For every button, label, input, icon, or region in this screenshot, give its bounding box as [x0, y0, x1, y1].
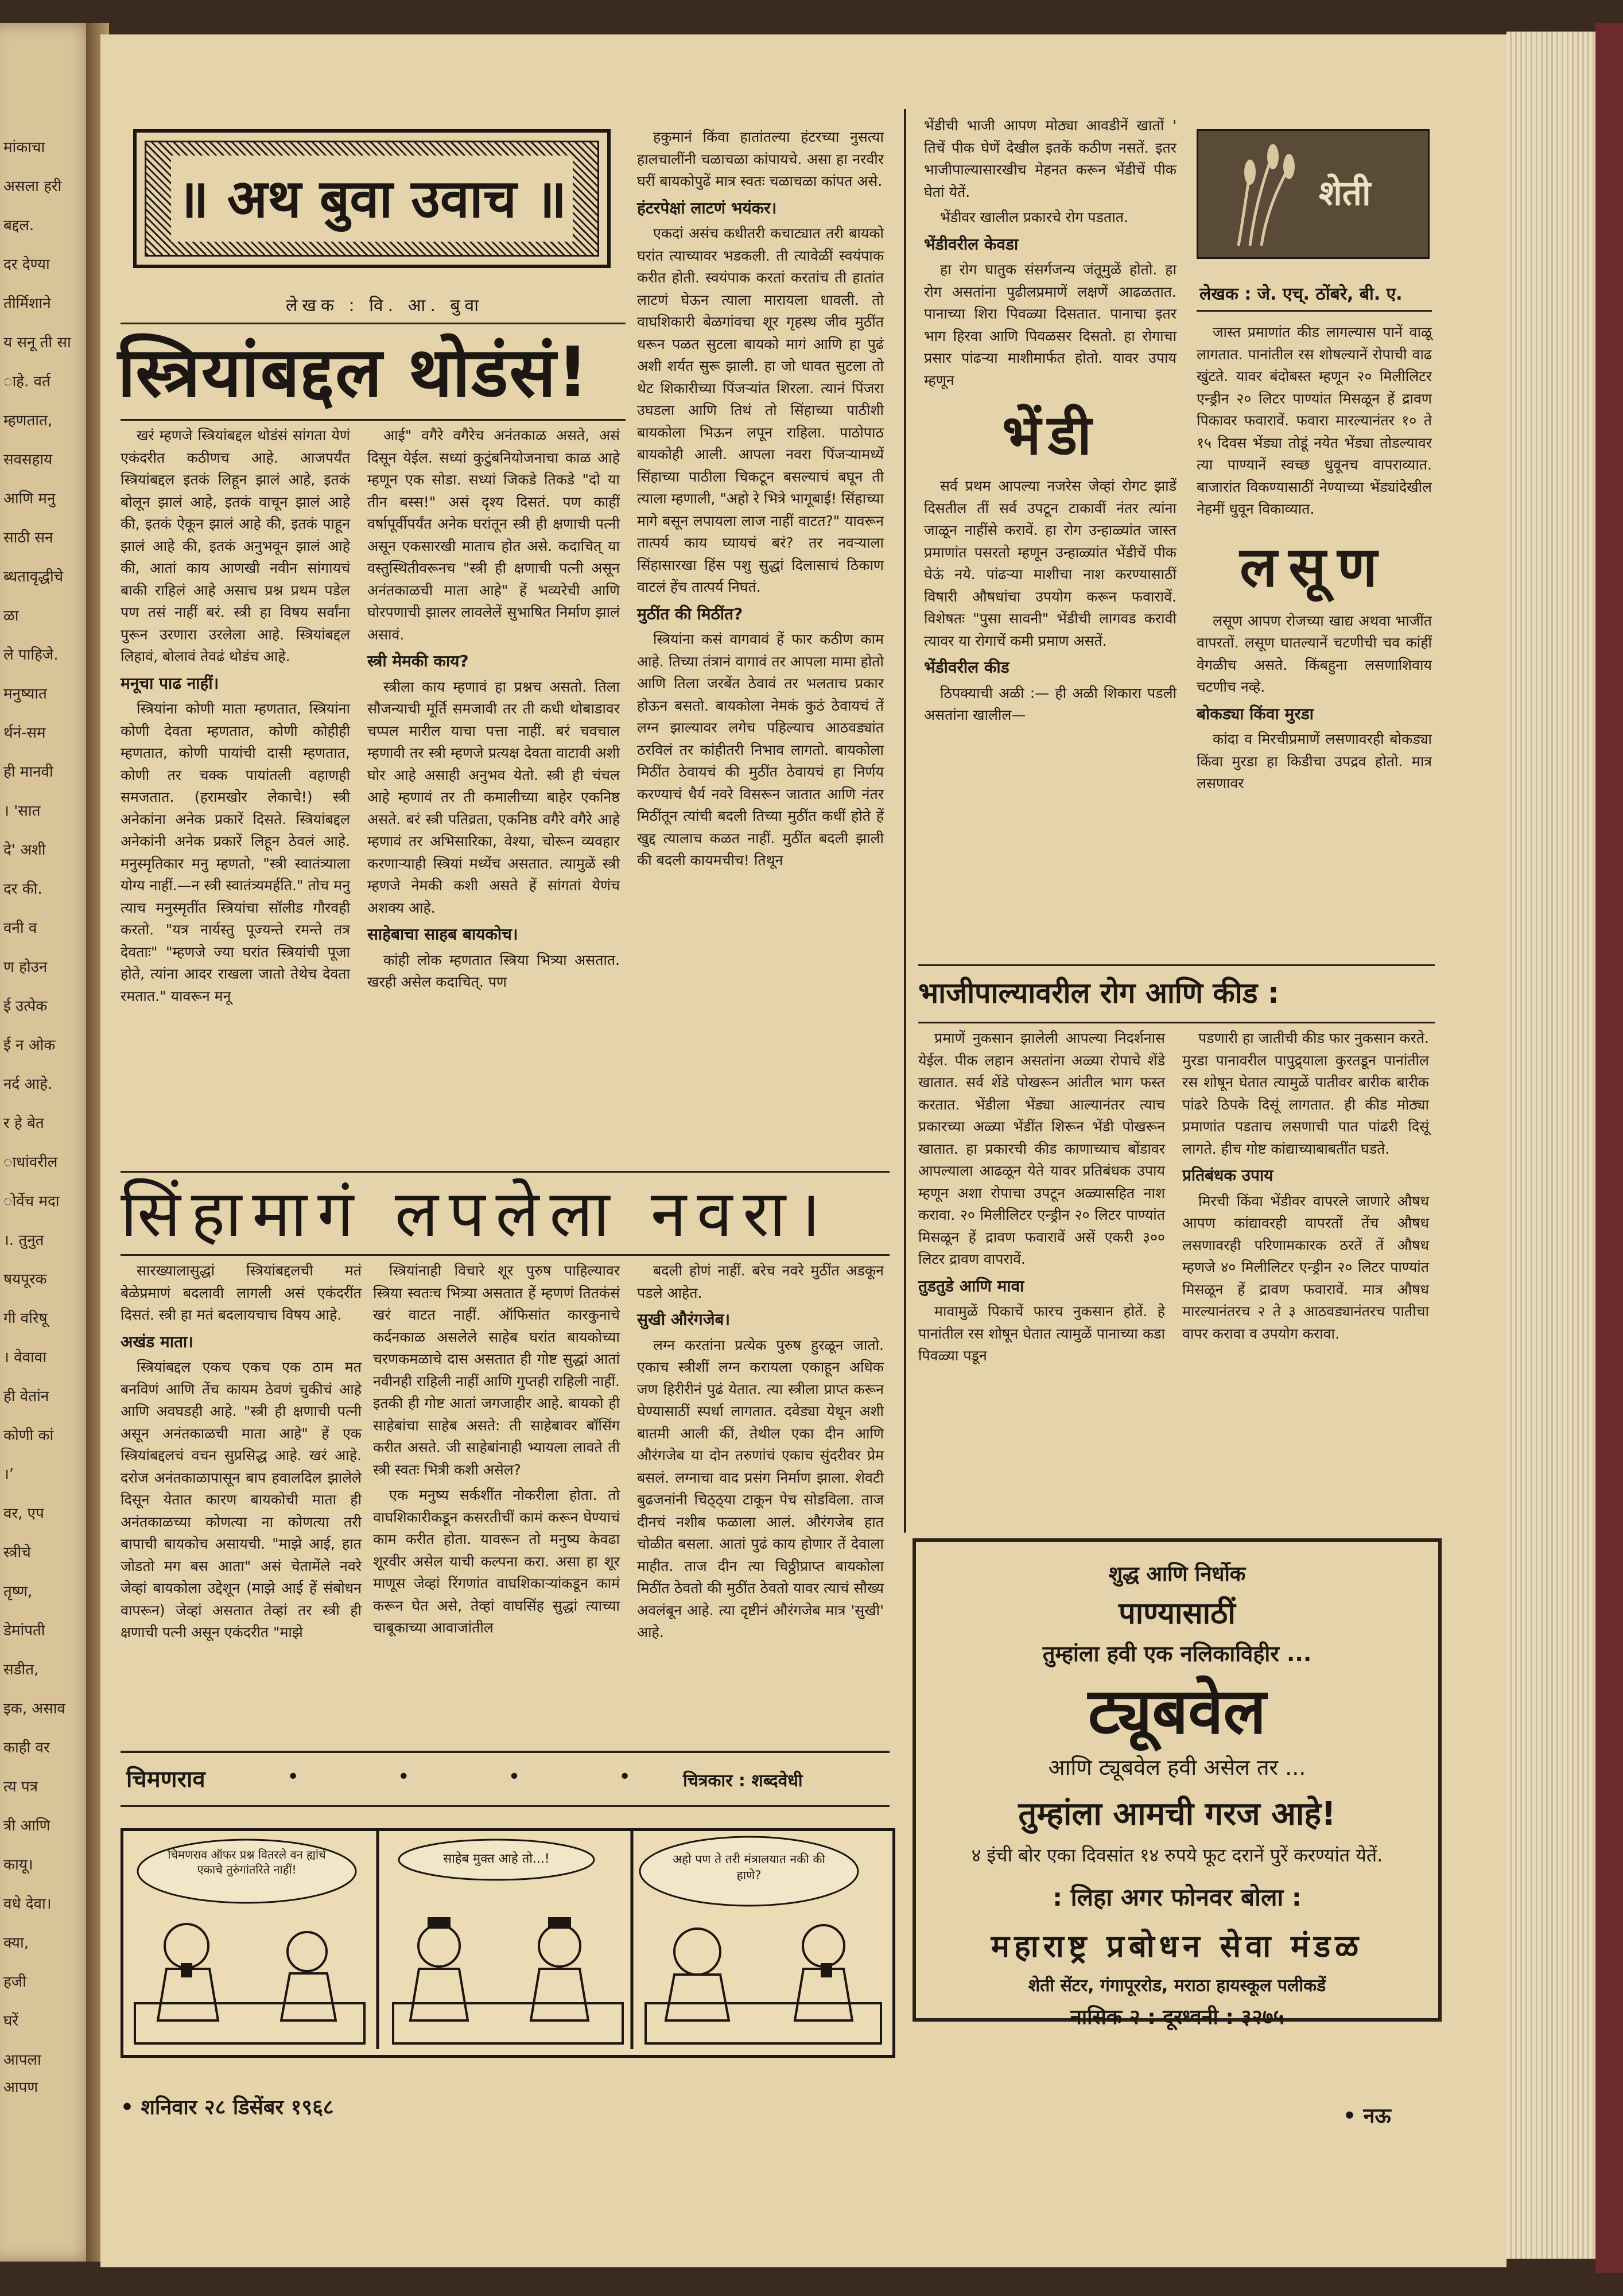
cartoon-bubble-1: चिमणराव ऑफर प्रश्न वितरले वन ह्यांचे एकाचे तुरुंगांतरिते नाहीं! — [168, 1848, 326, 1876]
left-page-fragment: आपण — [3, 2079, 38, 2096]
left-page-fragment: दर की. — [3, 881, 42, 898]
lasun-title: लसूण — [1240, 534, 1389, 599]
left-page-fragment: ाहे. वर्त — [3, 373, 51, 390]
subheading: प्रतिबंधक उपाय — [1182, 1166, 1273, 1185]
paragraph: एकदां असंच कधीतरी कचाट्यात तरी बायको घरांत त्याच्यावर भडकली. ती त्यावेळीं स्वयंपाक करीत होती. स्वयंपाक करतां करतांच ती हातांत लाटणं घेऊन त्याला मारायला धावली. तो वाघशिकारी बेळगांवचा शूर गृहस्थ जीव मुठींत धरून पळत सुटला बायको मागं आणि हा पुढं अशी शर्यत सुरू झाली. हा जो धावत सुटला तो थेट शिकारीच्या पिंजऱ्यांत शिरला. त्यानं पिंजरा उघडला आणि तिथं तो सिंहाच्या पाठीशी बायकोला भिऊन लपून राहिला. पाठोपाठ बायकोही आली. आपला नवरा पिंजऱ्यामध्यें सिंहाच्या पाठीला चिकटून बसल्याचं बघून ती त्याला म्हणाली, "अहो रे भित्रे भागूबाई! सिंहाच्या मागे बसून लपायला लाज नाहीं वाटत?" यावरून तात्पर्य काय घ्यायचं बरं? तर नवऱ्याला सिंहासारखा हिंस पशु सुद्धां दिलासाचं ठिकाण वाटलं हेंच तात्पर्य निघतं. — [637, 225, 884, 595]
subheading: स्त्री मेमकी काय? — [367, 651, 469, 670]
left-page-fragment: दे' अशी — [3, 841, 46, 859]
left-page-fragment: ई उत्पेक — [3, 998, 48, 1015]
left-page-fragment: बद्दल. — [3, 217, 34, 234]
paragraph: प्रमाणें नुकसान झालेली आपल्या निदर्शनास येईल. पीक लहान असतांना अळ्या रोपाचे शेंडे खातात. सर्व शेंडे पोखरून आंतील भाग फस्त करतात. भेंडीला भेंड्या आल्यानंतर त्याच प्रकारच्या अळ्या भेंडींत शिरून भेंडी पोखरून खातात. हा प्रकारची कीड काणाच्याच बोंडावर आपल्याला आढळून येते यावर प्रतिबंधक उपाय म्हणून अशा रोपाचा उपटून अळ्यासहित नाश करावा. २० मिलीलिटर एन्ड्रीन २० लिटर पाण्यांत मिसळून हें द्रावण फवारावें असें एकरी ३०० लिटर द्रावण वापरावें. — [918, 1030, 1165, 1267]
left-page-fragment: डेमांपती — [3, 1622, 45, 1639]
left-page-fragment: र्थनं-सम — [3, 724, 46, 742]
subheading: बोकड्या किंवा मुरडा — [1197, 704, 1314, 723]
bullet: • — [121, 2096, 141, 2119]
left-page-fragment: ण होउन — [3, 959, 48, 976]
paragraph: मिरची किंवा भेंडीवर वापरले जाणारे औषध आपण कांद्यावरही वापरतों तेंच औषध लसणावरही परिणामकारक ठरतें तें औषध म्हणजे ४० मिलीलिटर एन्ड्रीन २० लिटर पाण्यांत मिसळून हें द्रावण फवारावें. मात्र औषध मारल्यानंतरच २ ते ३ आठवड्यानंतरच पातीचा वापर करावा व उपयोग करावा. — [1182, 1192, 1429, 1342]
paragraph: स्त्रियांनाही विचारे शूर पुरुष पाहिल्यावर स्त्रिया स्वतःच भित्र्या असतात हें म्हणणं तितकंसं खरं वाटत नाहीं. ऑफिसांत कारकुनाचे कर्दनकाळ असलेले साहेब घरांत बायकोच्या चरणकमळाचे दास असतात ही गोष्ट सुद्धां आतां नवीनही राहिली नाहीं आणि गुप्तही राहिली नाहीं. इतकी ही गोष्ट आतां जगजाहीर आहे. बायको ही साहेबांचा साहेब असते: ती साहेबावर बॉसिंग करीत असते. जी साहेबांनाही भ्यायला लावते ती स्त्री स्वतः भित्री कशी असेल? — [373, 1262, 620, 1478]
left-page-fragment: त्य पत्र — [3, 1778, 38, 1795]
ad-line-10: शेती सेंटर, गंगापूररोड, मराठा हायस्कूल पलीकडें — [1028, 1976, 1326, 1996]
subheading: हंटरपेक्षां लाटणं भयंकर। — [637, 198, 777, 218]
paragraph: स्त्रियांबद्दल एकच एकच एक ठाम मत बनविणं आणि तेंच कायम ठेवणं चुकीचं आहे आणि अवघडही आहे. "स्त्री ही क्षणाची पत्नी असून अनंतकाळची माता आहे" हें एक स्त्रियांबद्दलचं वचन सुप्रसिद्ध आहे. खरं आहे. दरोज अनंतकाळापासून बाप हवालदिल झालेले दिसून येतात कारण बायकोची माता ही अनंतकाळच्या कोणत्या ना कोणत्या तरी बापाची बायकोच असायची. "माझे आई, हात जोडतो मग बस आता" असं चेतामेंले नवरे जेव्हां बायकोला उद्देशून (माझे आई हें संबोधन वापरून) जेव्हां असतात तेव्हां तर स्त्री ही क्षणाची पत्नी असून एकंदरीत "माझे — [121, 1359, 362, 1640]
paragraph: लग्न करतांना प्रत्येक पुरुष हुरळून जातो. एकाच स्त्रीशीं लग्न करायला एकाहून अधिक जण हिरीरीनं पुढं येतात. त्या स्त्रीला प्राप्त करून घेण्यासाठीं स्पर्धा लागतात. दवेड्या येथून अशी बातमी आली कीं, तेथील एका दीन आणि औरंगजेब या दोन तरुणांचं एकाच सुंदरीवर प्रेम बसलं. लग्नाचा वाद प्रसंग निर्माण झाला. शेवटी बुढजनांनी चिठ्ठ्या टाकून पेच सोडविला. ताज दीनचं नशीब फळाला आलं. औरंगजेब हात चोळीत बसला. आतां पुढं काय होणार तें देवाला माहीत. ताज दीन त्या चिठ्ठीप्राप्त बायकोला मिठींत ठेवतो की मुठींत ठेवतो यावर त्याचं सौख्य अवलंबून आहे. त्या दृष्टीनं औरंगजेब मात्र 'सुखी' आहे. — [637, 1336, 884, 1640]
tubewell-advertisement — [913, 1538, 1442, 2029]
left-page-fragment: षयपूरक — [3, 1271, 47, 1288]
left-page-margin — [0, 23, 98, 2262]
paragraph: स्त्रीला काय म्हणावं हा प्रश्नच असतो. तिला सौजन्याची मूर्ति समजावी तर ती कधी थोबाडावर चप्पल मारील याचा पत्ता नाहीं. बरं चवचाल म्हणावी तर स्त्री म्हणजे प्रत्यक्ष देवता वाटावी अशी घोर आहे असाही अनुभव येतो. स्त्री ही चंचल आहे म्हणावं तर ती कमालीच्या बाहेर एकनिष्ठ असते. बरं स्त्री पतिव्रता, एकनिष्ठ वगैरे वगैरे आहे म्हणावं तर अभिसारिका, वेश्या, चोरून व्यवहार करणाऱ्याही स्त्रियां मध्येंच असतात. त्यामुळें स्त्री म्हणजे नेमकी कशी असते हें सांगतां येणंच अशक्य आहे. — [367, 678, 620, 916]
left-page-fragment: काही वर — [3, 1739, 50, 1756]
paragraph: लसूण आपण रोजच्या खाद्य अथवा भाजींत वापरतों. लसूण घातल्यानें चटणीची चव कांहीं वेगळीच असते. किंबहुना लसणाशिवाय चटणीच नव्हे. — [1197, 612, 1432, 695]
ad-line-4: ट्यूबवेल — [1088, 1674, 1267, 1748]
subheading: भेंडीवरील कीड — [924, 658, 1009, 677]
article2-column-3 — [637, 1260, 884, 1647]
subheading: अखंड माता। — [121, 1332, 193, 1351]
left-page-fragment: क्या, — [3, 1934, 29, 1952]
paragraph: हा रोग घातुक संसर्गजन्य जंतूमुळें होतो. हा रोग असतांना पुढीलप्रमाणें लक्षणें आढळतात. पानाच्या शिरा पिवळ्या दिसतात. पानाचा इतर भाग हिरवा आणि पिवळसर दिसतो. हा रोगाचा प्रसार पांढऱ्या माशीमार्फत होतो. यावर उपाय म्हणून — [924, 261, 1177, 389]
article2-column-2 — [373, 1260, 620, 1643]
page-edges — [1506, 32, 1598, 2259]
subheading: मनूचा पाढ नाहीं। — [121, 673, 219, 693]
left-page-fragment: वर, एप — [3, 1505, 44, 1522]
left-page-fragment: सवसहाय — [3, 451, 53, 468]
paragraph: एक मनुष्य सर्कशींत नोकरीला होता. तो वाघशिकारीकडून कसरतीचीं कामं करून घेण्याचं काम करीत होता. यावरून तो मनुष्य केवढा शूरवीर असेल याची कल्पना करा. असा हा शूर माणूस जेव्हां रिंगणांत वाघशिकाऱ्यांकडून कामं करून घेत असे, तेव्हां वाघसिंह सुद्धां त्याच्या चाबूकाच्या आवाजांतील — [373, 1487, 620, 1636]
left-page-fragment: नर्द आहे. — [3, 1076, 53, 1093]
left-page-fragment: ई न ओक — [3, 1037, 56, 1054]
paragraph: कांदा व मिरचीप्रमाणें लसणावरही बोकड्या किंवा मुरडा हा किडीचा उपद्रव होतो. मात्र लसणावर — [1197, 731, 1432, 792]
article1-column-3 — [637, 126, 884, 875]
farming-column-1 — [924, 115, 1177, 730]
left-page-fragment: ळा — [3, 607, 19, 625]
paragraph: कांही लोक म्हणतात स्त्रिया भित्र्या असतात. खरही असेल कदाचित्. पण — [367, 951, 620, 990]
article2-headline: सिंहामागं लपलेला नवरा। — [121, 1177, 831, 1251]
ad-line-11: नासिक २ : दूरध्वनी : ३२७५ — [1070, 2006, 1284, 2029]
wheat-icon — [1198, 131, 1424, 254]
left-page-fragment: ही मानवी — [3, 763, 53, 781]
left-page-fragment: ोर्वेच मदा — [3, 1193, 60, 1210]
left-page-fragment: ही वेतांन — [3, 1388, 49, 1405]
footer-page-number — [1343, 2101, 1391, 2129]
paragraph: ठिपक्याची अळी :— ही अळी शिकारा पडली असतांना खालील— — [924, 684, 1177, 723]
paragraph: हकुमानं किंवा हातांतल्या हंटरच्या नुसत्या हालचालींनी चळाचळा कांपायचे. असा हा नरवीर घरीं बायकोपुढें मात्र स्वतः चळाचळा कांपत असे. — [637, 129, 884, 189]
paragraph: भेंडीची भाजी आपण मोठ्या आवडीनें खातों ' तिचें पीक घेणें देखील इतकें कठीण नसतें. इतर भाजीपाल्यासारखीच मेहनत करून भेंडीचें पीक घेतां येतें. — [924, 117, 1177, 200]
cartoon-title: चिमणराव — [126, 1766, 205, 1793]
cartoon-bubble-2: साहेब मुक्त आहे तो...! — [443, 1852, 550, 1866]
left-page-fragment: तीर्मिशाने — [3, 295, 51, 312]
bullet: • — [1343, 2104, 1364, 2128]
ad-line-1: शुद्ध आणि निर्धोक — [1108, 1562, 1246, 1586]
paragraph: आई" वगैरे वगैरेच अनंतकाळ असते, असं दिसून येईल. सध्यां कुटुंबनियोजनाचा काळ आहे म्हणून एक सोडा. सध्यां जिकडे तिकडे "दो या तीन बस्स!" असं दृश्य दिसतं. पण काहीं वर्षापूर्वीपर्यंत अनेक घरांतून स्त्री ही क्षणाची पत्नी असून एकसारखी माताच होत असे. कदाचित् या वस्तुस्थितीवरूनच "स्त्री ही क्षणाची पत्नी असून अनंतकाळची माता आहे" हें भव्यरेची आणि घोरपणाची झालर लावलेलें सुभाषित निर्माण झालं असावं. — [367, 427, 620, 643]
paragraph: भेंडीवर खालील प्रकारचे रोग पडतात. — [940, 209, 1128, 226]
paragraph: सारख्यालासुद्धां स्त्रियांबद्दलची मतं बेळेप्रमाणं बदलावी लागली असं एकंदरींत दिसतं. स्त्री हा मतं बदलायचाच विषय आहे. — [121, 1262, 362, 1323]
column-title: ॥ अथ बुवा उवाच ॥ — [171, 156, 573, 242]
left-page-fragment: गी वरिषू — [3, 1310, 48, 1327]
footer-page-text: नऊ — [1363, 2104, 1391, 2128]
ad-line-5: आणि ट्यूबवेल हवी असेल तर ... — [1048, 1755, 1306, 1780]
left-page-fragment: ब्धतावृद्धीचे — [3, 568, 64, 585]
cartoon-bubble-3: अहो पण ते तरी मंत्रालयात नकी की हाणे? — [673, 1852, 825, 1882]
ad-line-3: तुम्हांला हवी एक नलिकाविहीर ... — [1042, 1641, 1312, 1666]
left-page-fragment: ले पाहिजे. — [3, 646, 59, 664]
ad-line-8: : लिहा अगर फोनवर बोला : — [1053, 1883, 1302, 1911]
left-page-fragment: दर देण्या — [3, 256, 50, 273]
left-page-fragment: तृष्ण, — [3, 1583, 33, 1600]
column-title-box — [133, 129, 611, 268]
left-page-fragment: त्री आणि — [3, 1817, 51, 1835]
bhendi-title: भेंडी — [1002, 403, 1098, 467]
paragraph: बदली होणं नाहीं. बरेच नवरे मुठींत अडकून पडले आहेत. — [637, 1262, 884, 1301]
book-cover-edge — [1595, 23, 1623, 2273]
left-page-fragment: वनी व — [3, 920, 37, 937]
article1-headline: स्त्रियांबद्दल थोडंसं! — [118, 333, 590, 413]
subheading: तुडतुडे आणि मावा — [918, 1276, 1024, 1296]
paragraph: खरं म्हणजे स्त्रियांबद्दल थोडंसं सांगता येणं एकंदरीत कठीणच आहे. आजपर्यंत स्त्रियांबद्दल इतकं लिहून झालं आहे, इतकं बोलून झालं आहे, इतकं वाचून झालं आहे की, इतकं ऐकून झालं आहे की, इतकं पाहून झालं आहे की, इतकं अनुभवून झालं आहे की, आतां काय आणखी नवीन सांगायचं बाकी राहिलं आहे असाच प्रश्न प्रथम पडेल पण तसं नाहीं बरं. स्त्री हा विषय सर्वांना पुरून उरणारा उरलेला आहे. स्त्रियांबद्दल लिहावं, बोलावं तेवढं थोडंच आहे. — [121, 427, 350, 665]
left-page-fragment: म्हणतात, — [3, 412, 53, 429]
ad-line-9: महाराष्ट्र प्रबोधन सेवा मंडळ — [991, 1928, 1364, 1964]
left-page-fragment: आणि मनु — [3, 490, 56, 507]
left-page-fragment: । 'सात — [3, 802, 41, 820]
left-page-fragment: र हे बेत — [3, 1115, 44, 1132]
article1-column-2 — [367, 425, 620, 997]
left-page-fragment: ाधांवरील — [3, 1154, 58, 1171]
farming-author: लेखक : जे. एच्. ठोंबरे, बी. ए. — [1199, 284, 1403, 304]
paragraph: मावामुळें पिकाचें फारच नुकसान होतें. हे पानांतील रस शोषून घेतात त्यामुळें पानाच्या कडा पिवळ्या पडून — [918, 1303, 1165, 1364]
farming-column-4 — [1182, 1027, 1429, 1348]
farming-column-3 — [918, 1027, 1165, 1371]
paragraph: सर्व प्रथम आपल्या नजरेस जेव्हां रोगट झाडें दिसतील तीं सर्व उपटून टाकावीं नंतर त्यांना जाळून नाहींसे करावें. हा रोग उन्हाळ्यांत जास्त प्रमाणांत पसरतो म्हणून उन्हाळ्यांत भेंडीचें पीक घेऊं नये. पांढऱ्या माशीचा नाश करण्यासाठीं विषारी औषधांचा उपयोग करून फवारावें. विशेषतः "पुसा सावनी" भेंडीची लागवड करावी त्यावर या रोगाचें कमी प्रमाण असतें. — [924, 478, 1177, 649]
article2-column-1 — [121, 1260, 362, 1647]
article1-column-1 — [121, 425, 350, 1011]
left-page-fragment: स्त्रीचे — [3, 1544, 31, 1561]
subheading: सुखी औरंगजेब। — [637, 1310, 731, 1329]
left-page-fragment: ।. तुनुत — [3, 1232, 44, 1249]
left-page-fragment: हजी — [3, 1973, 26, 1991]
ad-line-7: ४ इंची बोर एका दिवसांत १४ रुपये फूट दरानें पुरें करण्यांत येतें. — [971, 1844, 1383, 1866]
left-page-fragment: मनुष्यात — [3, 685, 47, 703]
farming-column-2 — [1197, 321, 1432, 798]
ad-line-6: तुम्हांला आमची गरज आहे! — [1018, 1795, 1336, 1833]
paragraph: पडणारी हा जातीची कीड फार नुकसान करते. मुरडा पानावरील पापुद्र्याला कुरतडून पानांतील रस शोषून घेतात त्यामुळें पातीवर बारीक बारीक पांढरे ठिपके दिसूं लागतात. ही कीड मोठ्या प्रमाणांत पडताच लसणाची पात पांढरी दिसूं लागते. हीच गोष्ट कांद्याच्याबाबतींत घडते. — [1182, 1030, 1429, 1157]
farming-logo — [1197, 129, 1430, 259]
ad-line-2: पाण्यासाठीं — [1119, 1596, 1236, 1631]
left-page-fragment: इक, असाव — [3, 1700, 65, 1717]
paragraph: स्त्रियांना कसं वागवावं हें फार कठीण काम आहे. तिच्या तंत्रानं वागावं तर आपला मामा होतो आणि तिला जरबेंत ठेवावं तर भलताच प्रकार होऊन बसतो. बायकोला नेमकं कुठं ठेवायचं तें लग्न झाल्यावर लगेच पहिल्याच आठवड्यांत ठरविलं तर कांहीतरी निभाव लागतो. बायकोला मिठींत ठेवायचं की मुठींत ठेवायचं हा निर्णय करण्याचं धैर्य नवरे विसरून जातात आणि नंतर मिठींतून त्यांची बदली तिच्या मुठींत कधीं होते हें खुद्द त्यालाच कळत नाहीं. मुठींत बदली झाली की बदली कायमचीच! तिथून — [637, 631, 884, 868]
left-page-fragment: कोणी कां — [3, 1427, 54, 1444]
footer-date-text: शनिवार २८ डिसेंबर १९६८ — [141, 2096, 334, 2119]
article-author: लेखक : वि. आ. बुवा — [286, 296, 483, 316]
footer-date — [121, 2092, 334, 2120]
subheading: भेंडीवरील केवडा — [924, 234, 1019, 254]
subheading: साहेबाचा साहब बायकोच। — [367, 925, 518, 944]
cartoon-dots: • • • • — [287, 1765, 677, 1789]
left-page-fragment: असला हरी — [3, 178, 62, 195]
left-page-fragment: ।’ — [3, 1466, 14, 1483]
left-page-fragment: मांकाचा — [3, 139, 45, 156]
left-page-fragment: साठी सन — [3, 529, 53, 546]
paragraph: जास्त प्रमाणांत कीड लागल्यास पानें वाळू लागतात. पानांतील रस शोषल्यानें रोपाची वाढ खुंटते. यावर बंदोबस्त म्हणून २० मिलीलिटर एन्ड्रीन २० लिटर पाण्यांत मिसळून हें द्रावण पिकावर फवारावें. फवारा मारल्यानंतर १० ते १५ दिवस भेंड्या तोडूं नयेत भेंड्या तोडल्यावर त्या पाण्यानें स्वच्छ धुवूनच वापराव्यात. बाजारांत विकण्यासाठीं नेण्याच्या भेंड्यांदेखील नेहमीं धुवून विकाव्यात. — [1197, 324, 1432, 517]
left-page-fragment: वधे देवा। — [3, 1895, 52, 1913]
left-page-fragment: घरें — [3, 2012, 19, 2030]
farming-section-title: भाजीपाल्यावरील रोग आणि कीड : — [918, 976, 1279, 1010]
left-page-fragment: कायू। — [3, 1856, 33, 1874]
left-page-fragment: य सनू ती सा — [3, 334, 71, 351]
cartoon-strip — [121, 1828, 895, 2058]
left-page-fragment: । वेवावा — [3, 1349, 46, 1366]
left-page-fragment: सडीत, — [3, 1661, 39, 1678]
farming-logo-text: शेती — [1319, 173, 1371, 214]
subheading: मुठींत की मिठींत? — [637, 604, 743, 623]
left-page-fragment: आपला — [3, 2051, 41, 2069]
paragraph: स्त्रियांना कोणी माता म्हणतात, स्त्रियांना कोणी देवता म्हणतात, कोणी कोहीही म्हणतात, कोणी पायांची दासी म्हणतात, कोणी तर चक्क पायांतली वहाणही समजतात. (हरामखोर लेकाचे!) स्त्री अनेकांना अनेक प्रकारें दिसते. स्त्रियांबद्दल अनेकांनी अनेक प्रकारें लिहून ठेवलं आहे. मनुस्मृतिकार मनु म्हणतो, "स्त्री स्वातंत्र्याला योग्य नाहीं.—न स्त्री स्वातंत्र्यमर्हति." तोच मनु त्याच मनुस्मृतींत स्त्रियांचा सॉलीड गौरवही करतो. "यत्र नार्यस्तु पूज्यन्ते रमन्ते तत्र देवताः" "म्हणजे ज्या घरांत स्त्रियांची पूजा होते, त्यांना आदर राखला जातो तेथेच देवता रमतात." यावरून मनू — [121, 700, 350, 1004]
cartoon-artist: चित्रकार : शब्दवेधी — [683, 1771, 803, 1791]
